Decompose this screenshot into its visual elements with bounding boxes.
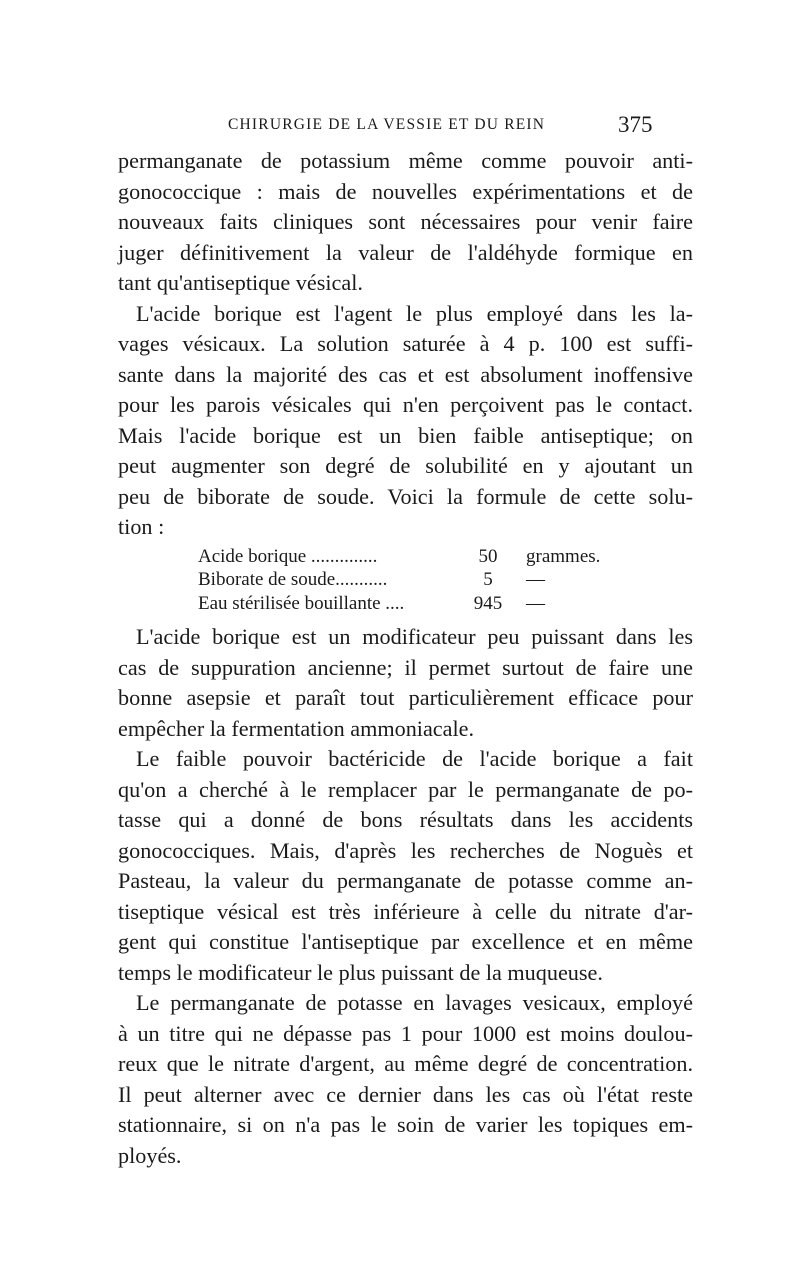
text-line: peut augmenter son degré de solubilité en y ajoutant un bbox=[118, 453, 693, 478]
formula-quantity: 50 bbox=[478, 545, 498, 567]
formula-row bbox=[198, 545, 718, 569]
text-line: qu'on a cherché à le remplacer par le permanganate de po- bbox=[118, 776, 693, 802]
text-line: Pasteau, la valeur du permanganate de potasse comme an- bbox=[118, 868, 693, 893]
text-line: vages vésicaux. La solution saturée à 4 p. 100 est suffi- bbox=[118, 331, 693, 356]
text-line: nouveaux faits cliniques sont nécessaires pour venir faire bbox=[118, 209, 693, 234]
formula-row bbox=[198, 592, 718, 616]
text-line: tiseptique vésical est très inférieure à celle du nitrate d'ar- bbox=[118, 898, 693, 924]
text-line: tant qu'antiseptique vésical. bbox=[118, 270, 363, 295]
text-line: Il peut alterner avec ce dernier dans les cas où l'état reste bbox=[118, 1081, 693, 1107]
page-number: 375 bbox=[618, 112, 653, 137]
text-line: pour les parois vésicales qui n'en perçoivent pas le contact. bbox=[118, 392, 693, 417]
formula-quantity: 945 bbox=[473, 592, 503, 614]
text-line: stationnaire, si on n'a pas le soin de varier les topiques em- bbox=[118, 1112, 693, 1137]
text-line: gonococcique : mais de nouvelles expérimentations et de bbox=[118, 178, 693, 204]
text-line: juger définitivement la valeur de l'aldéhyde formique en bbox=[118, 239, 693, 265]
text-line: gonococciques. Mais, d'après les recherches de Noguès et bbox=[118, 837, 693, 863]
formula-ingredient: Eau stérilisée bouillante .... bbox=[198, 592, 405, 614]
paragraph bbox=[118, 299, 693, 543]
text-line: reux que le nitrate d'argent, au même degré de concentration. bbox=[118, 1051, 693, 1076]
formula-unit: grammes. bbox=[526, 545, 601, 567]
body-text bbox=[118, 146, 693, 1171]
formula-quantity: 5 bbox=[483, 569, 493, 590]
formula-ingredient: Acide borique .............. bbox=[198, 545, 378, 567]
paragraph bbox=[118, 744, 693, 988]
text-line: permanganate de potassium même comme pouvoir anti- bbox=[118, 148, 693, 173]
paragraph bbox=[118, 988, 693, 1171]
paragraph bbox=[118, 622, 693, 744]
text-line: cas de suppuration ancienne; il permet surtout de faire une bbox=[118, 654, 693, 680]
running-title: CHIRURGIE DE LA VESSIE ET DU REIN bbox=[228, 116, 546, 133]
text-line: Mais l'acide borique est un bien faible antiseptique; on bbox=[118, 422, 693, 448]
formula-table bbox=[118, 545, 718, 616]
text-line: temps le modificateur le plus puissant de la muqueuse. bbox=[118, 959, 603, 985]
text-line: sante dans la majorité des cas et est absolument inoffensive bbox=[118, 361, 693, 387]
text-line: peu de biborate de soude. Voici la formule de cette solu- bbox=[118, 483, 693, 509]
text-line: gent qui constitue l'antiseptique par excellence et en même bbox=[118, 929, 693, 954]
paragraph bbox=[118, 146, 693, 299]
text-line: à un titre qui ne dépasse pas 1 pour 1000 est moins doulou- bbox=[118, 1020, 693, 1046]
formula-ingredient: Biborate de soude........... bbox=[198, 569, 388, 590]
formula-unit: — bbox=[526, 592, 545, 614]
text-line: Le permanganate de potasse en lavages vesicaux, employé bbox=[136, 990, 693, 1015]
text-line: ployés. bbox=[118, 1142, 182, 1168]
formula-unit: — bbox=[526, 569, 545, 590]
text-line: L'acide borique est un modificateur peu puissant dans les bbox=[136, 624, 693, 649]
formula-row bbox=[198, 568, 718, 592]
text-line: bonne asepsie et paraît tout particulièrement efficace pour bbox=[118, 685, 693, 710]
text-line: L'acide borique est l'agent le plus employé dans les la- bbox=[136, 300, 693, 326]
text-line: empêcher la fermentation ammoniacale. bbox=[118, 715, 475, 741]
text-line: tion : bbox=[118, 514, 165, 539]
text-line: Le faible pouvoir bactéricide de l'acide borique a fait bbox=[136, 746, 693, 771]
text-line: tasse qui a donné de bons résultats dans les accidents bbox=[118, 807, 693, 832]
running-head bbox=[118, 112, 798, 140]
